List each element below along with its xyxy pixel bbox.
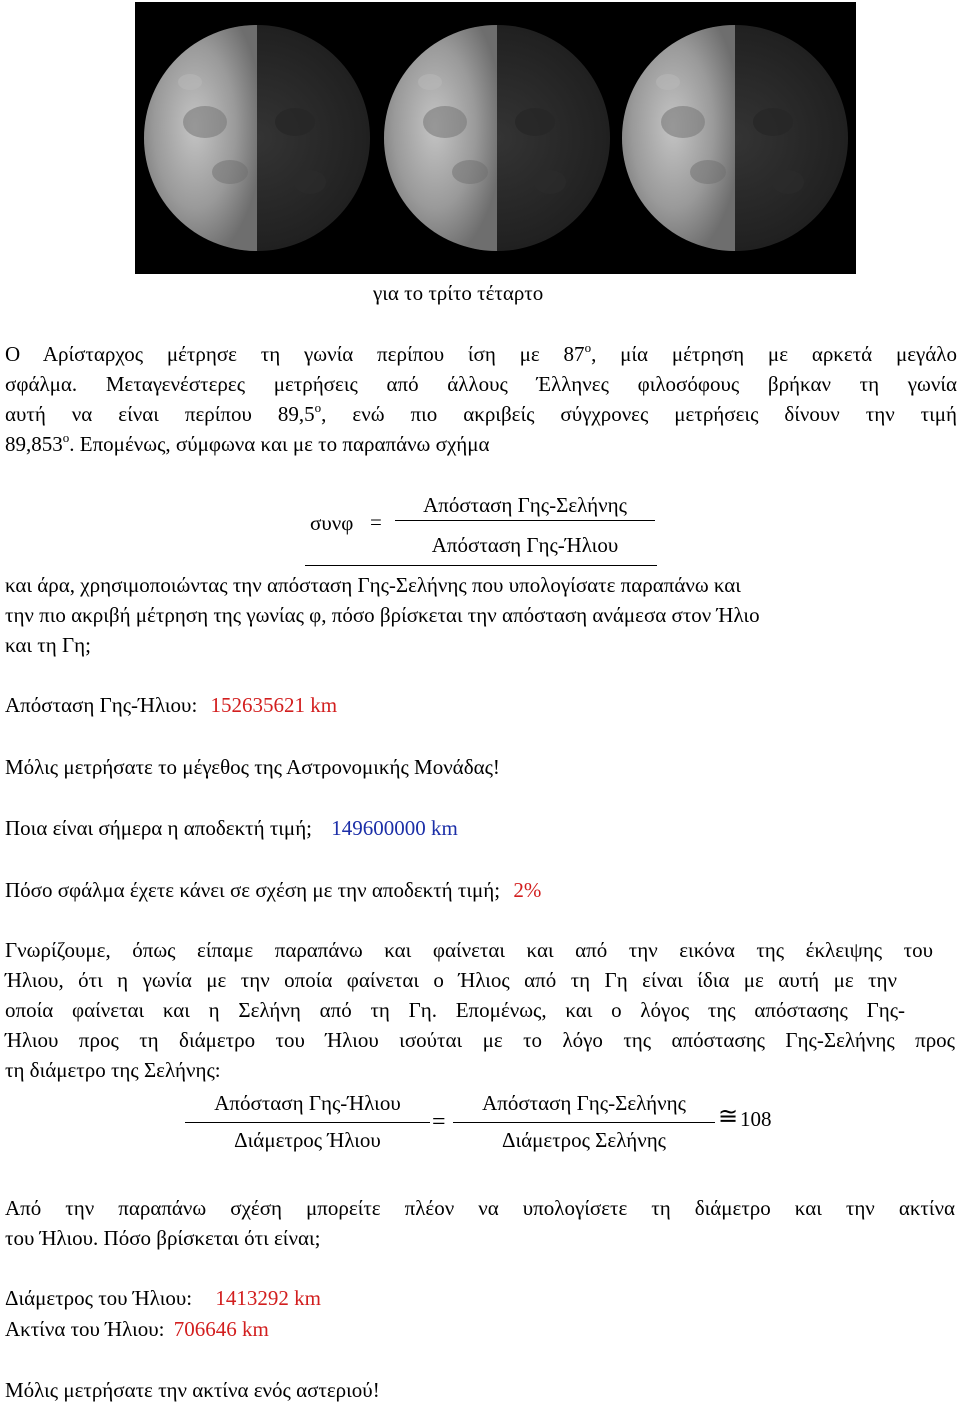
paragraph-3-line-2: Ήλιου, ότι η γωνία με την οποία φαίνεται ο Ήλιος από τη Γη είναι ίδια με αυτή με την <box>5 968 897 992</box>
sun-diameter-row <box>5 1283 321 1313</box>
paragraph-3-line-5: τη διάμετρο της Σελήνης: <box>5 1058 221 1082</box>
formula2-equals: = <box>432 1109 446 1135</box>
formula1-numerator: Απόσταση Γης-Σελήνης <box>423 493 627 517</box>
moon-1 <box>144 25 370 251</box>
p1-line4-text-a: 89,853 <box>5 432 63 456</box>
paragraph-1-line-1 <box>5 339 957 369</box>
paragraph-3-line-1: Γνωρίζουμε, όπως είπαμε παραπάνω και φαίνεται και από την εικόνα της έκλειψης του <box>5 938 933 962</box>
paragraph-1-line-4 <box>5 429 490 459</box>
figure-caption: για το τρίτο τέταρτο <box>373 281 544 305</box>
paragraph-4-line-2: του Ήλιου. Πόσο βρίσκεται ότι είναι; <box>5 1226 321 1250</box>
formula1-lhs: συνφ <box>310 511 354 535</box>
sun-radius-value[interactable]: 706646 km <box>173 1317 269 1341</box>
sun-radius-row <box>5 1314 269 1344</box>
moon-2 <box>384 25 610 251</box>
formula1-underline <box>305 565 657 566</box>
p1-line4-text-b: . Επομένως, σύμφωνα και με το παραπάνω σχήμα <box>69 432 490 456</box>
formula2-value: 108 <box>740 1107 772 1131</box>
paragraph-1-line-2: σφάλμα. Μεταγενέστερες μετρήσεις από άλλους Έλληνες φιλοσόφους βρήκαν τη γωνία <box>5 372 957 396</box>
paragraph-2-line-1: και άρα, χρησιμοποιώντας την απόσταση Γης-Σελήνης που υπολογίσατε παραπάνω και <box>5 573 741 597</box>
formula2-numerator-1: Απόσταση Γης-Ήλιου <box>214 1091 401 1115</box>
formula1-equals: = <box>370 510 382 534</box>
paragraph-4-line-1: Από την παραπάνω σχέση μπορείτε πλέον να υπολογίσετε τη διάμετρο και την ακτίνα <box>5 1196 955 1220</box>
accepted-value[interactable]: 149600000 km <box>331 816 458 840</box>
moon-phases-illustration <box>135 2 856 274</box>
formula2-denominator-1: Διάμετρος Ήλιου <box>234 1128 381 1152</box>
formula2-fraction-bar-1 <box>185 1122 430 1123</box>
moon-phases-image <box>135 2 856 274</box>
formula1-fraction-bar <box>395 520 655 521</box>
paragraph-3-line-3: οποία φαίνεται και η Σελήνη από τη Γη. Επομένως, και ο λόγος της απόστασης Γης- <box>5 998 905 1022</box>
sun-diameter-label: Διάμετρος του Ήλιου: <box>5 1286 193 1310</box>
degree-sup: ο <box>62 430 70 445</box>
formula2-approx: ≅ <box>718 1104 739 1130</box>
p1-line3-text-a: αυτή να είναι περίπου 89,5 <box>5 402 315 426</box>
error-label: Πόσο σφάλμα έχετε κάνει σε σχέση με την αποδεκτή τιμή; <box>5 878 501 902</box>
paragraph-3-line-4: Ήλιου προς τη διάμετρο του Ήλιου ισούται με το λόγο της απόστασης Γης-Σελήνης προς <box>5 1028 955 1052</box>
au-note: Μόλις μετρήσατε το μέγεθος της Αστρονομικής Μονάδας! <box>5 755 500 779</box>
formula2-numerator-2: Απόσταση Γης-Σελήνης <box>482 1091 686 1115</box>
earth-sun-distance-row <box>5 690 337 720</box>
p1-line1-text-a: Ο Αρίσταρχος μέτρησε τη γωνία περίπου ίση με 87 <box>5 342 585 366</box>
sun-radius-label: Ακτίνα του Ήλιου: <box>5 1317 165 1341</box>
earth-sun-distance-value[interactable]: 152635621 km <box>210 693 338 717</box>
paragraph-2-line-2: την πιο ακριβή μέτρηση της γωνίας φ, πόσο βρίσκεται την απόσταση ανάμεσα στον Ήλιο <box>5 603 760 627</box>
error-value[interactable]: 2% <box>513 878 542 902</box>
error-row <box>5 875 541 905</box>
sun-diameter-value[interactable]: 1413292 km <box>215 1286 321 1310</box>
formula1-denominator: Απόσταση Γης-Ήλιου <box>431 533 619 557</box>
degree-sup: ο <box>584 340 592 355</box>
p1-line3-text-b: , ενώ πιο ακριβείς σύγχρονες μετρήσεις δίνουν την τιμή <box>321 402 957 426</box>
final-note: Μόλις μετρήσατε την ακτίνα ενός αστεριού! <box>5 1378 380 1402</box>
p1-line1-text-b: , μία μέτρηση με αρκετά μεγάλο <box>591 342 957 366</box>
accepted-value-row <box>5 813 458 843</box>
accepted-value-label: Ποια είναι σήμερα η αποδεκτή τιμή; <box>5 816 313 840</box>
earth-sun-distance-label: Απόσταση Γης-Ήλιου: <box>5 693 198 717</box>
formula2-denominator-2: Διάμετρος Σελήνης <box>501 1128 667 1152</box>
paragraph-2-line-3: και τη Γη; <box>5 633 91 657</box>
moon-3 <box>622 25 848 251</box>
degree-sup: ο <box>314 400 322 415</box>
formula2-fraction-bar-2 <box>453 1122 715 1123</box>
paragraph-1-line-3 <box>5 399 957 429</box>
